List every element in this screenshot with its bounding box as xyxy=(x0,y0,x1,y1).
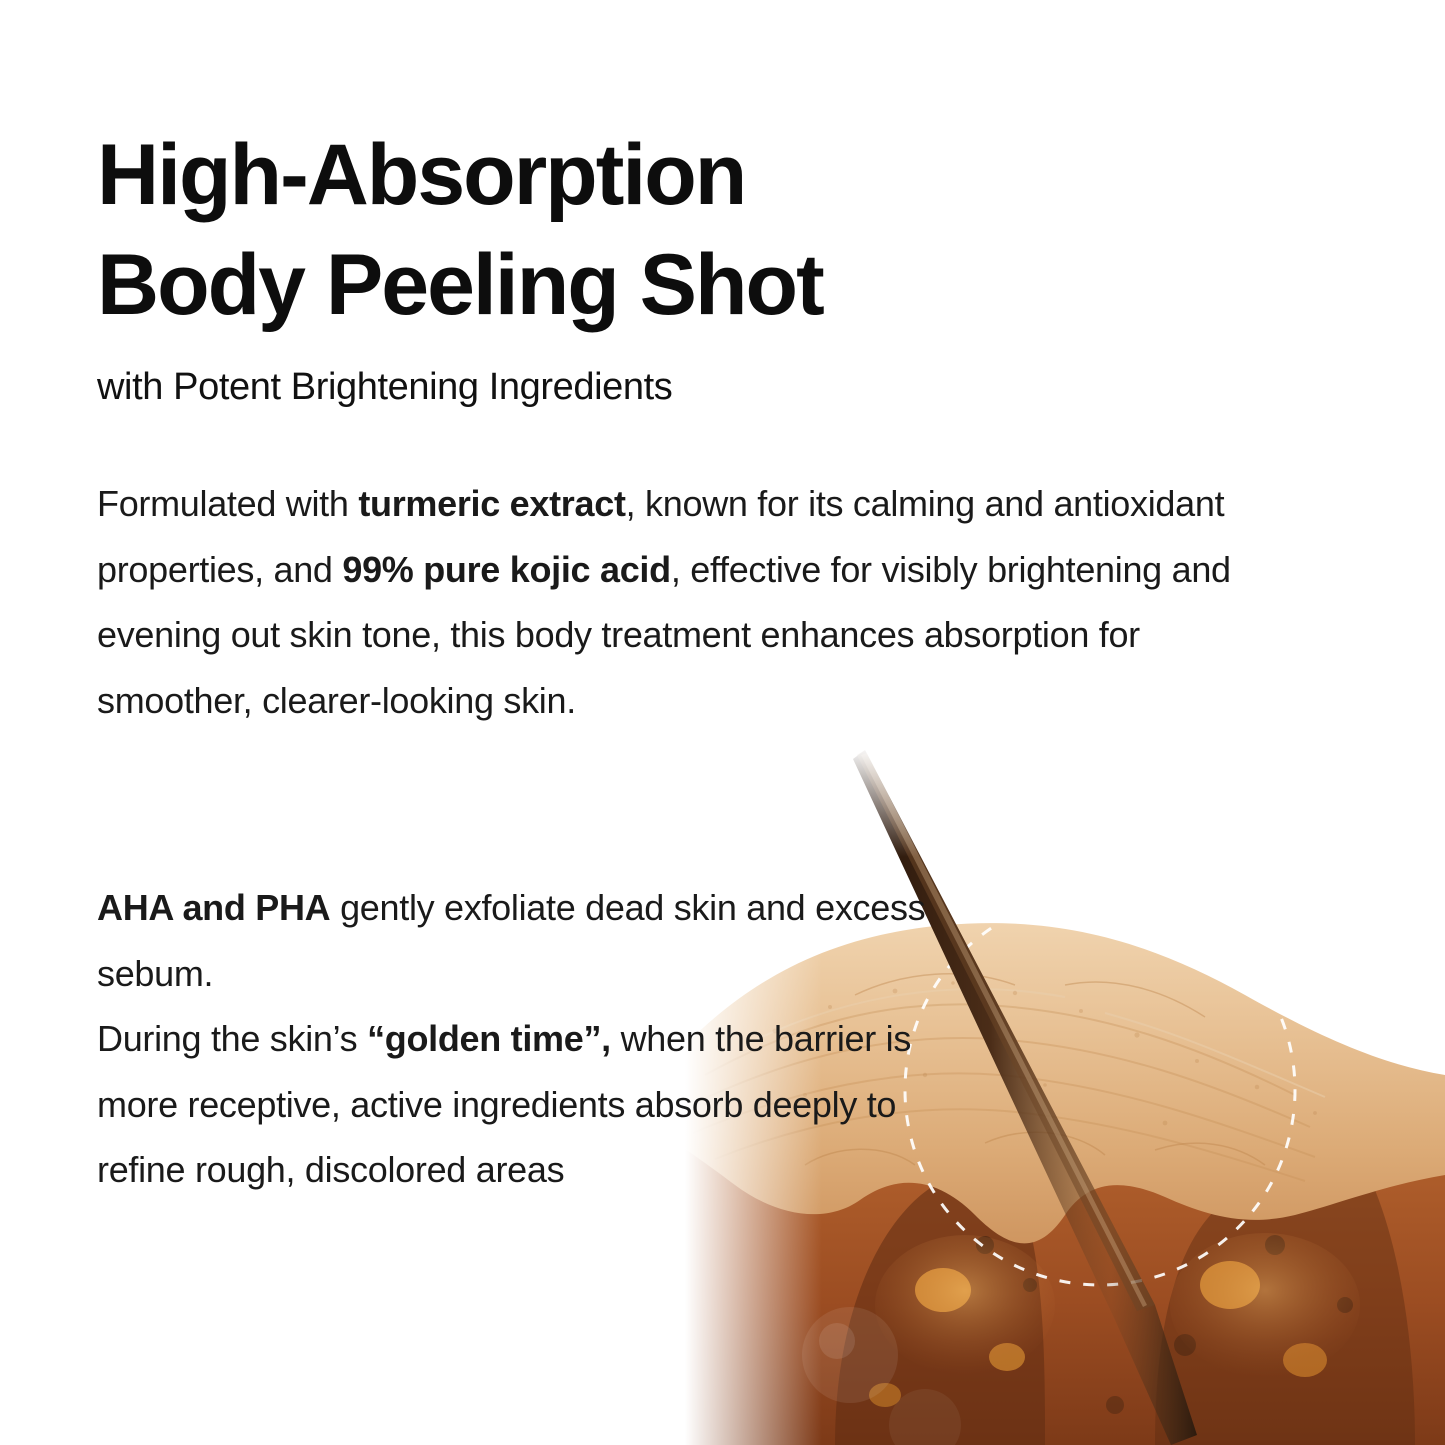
paragraph-ingredients xyxy=(97,471,1277,733)
paragraph1-part3: , effective for visibly brightening and evening out skin tone, this body treatment enhances absorption for smoother, clearer-looking skin. xyxy=(97,548,1231,721)
title-line-2: Body Peeling Shot xyxy=(97,237,823,334)
text-content xyxy=(97,120,1297,1239)
paragraph-exfoliation xyxy=(97,875,937,1203)
paragraph2-bold1: AHA and PHA xyxy=(97,887,331,929)
page-subtitle: with Potent Brightening Ingredients xyxy=(97,366,673,409)
paragraph1-part1: Formulated with xyxy=(97,483,359,525)
page-title xyxy=(97,120,1297,340)
paragraph1-part2: , known for its calming and antioxidant properties, and xyxy=(97,483,1225,590)
paragraph-spacer xyxy=(97,769,1297,813)
paragraph2-part2: During the skin’s xyxy=(97,1018,368,1060)
paragraph2-bold2: “golden time”, xyxy=(367,1018,611,1060)
paragraph2-part1: gently exfoliate dead skin and excess sebum. xyxy=(97,887,926,994)
paragraph1-bold2: 99% pure kojic acid xyxy=(342,548,671,590)
paragraph2-part3: when the barrier is more receptive, active ingredients absorb deeply to refine rough, discolored areas xyxy=(97,1018,912,1191)
paragraph1-bold1: turmeric extract xyxy=(358,483,626,525)
title-line-1: High-Absorption xyxy=(97,127,746,223)
